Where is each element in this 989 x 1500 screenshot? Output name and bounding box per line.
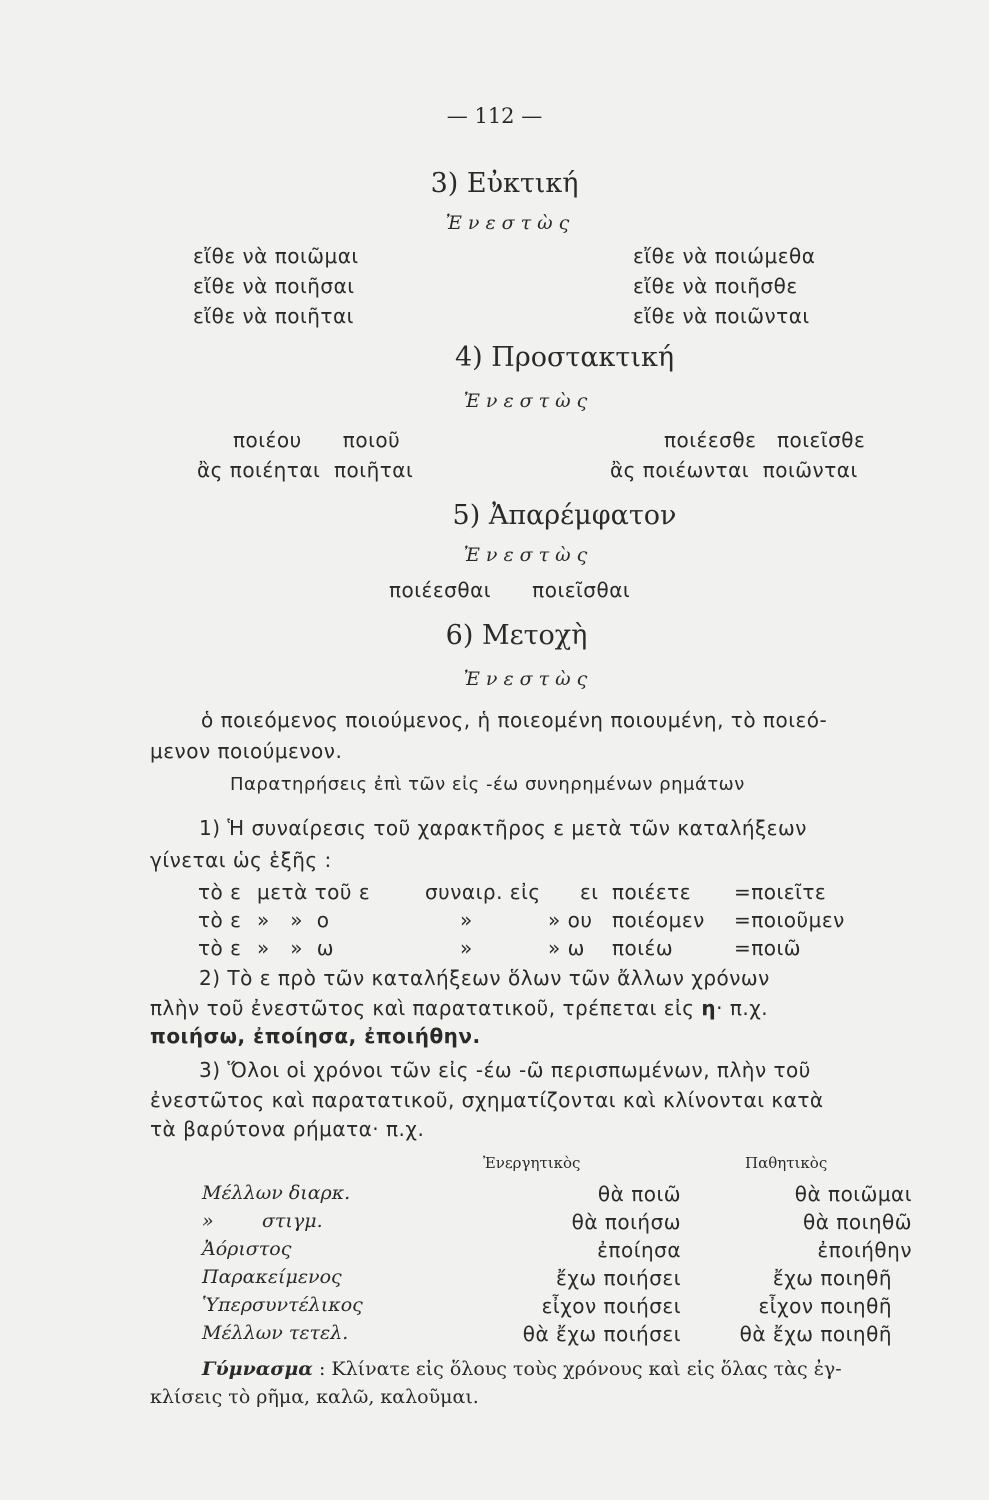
note3-line-2: ἐνεστῶτος καὶ παρατατικοῦ, σχηματίζονται καὶ κλίνονται κατὰ (150, 1088, 824, 1112)
optative-right-2: εἴθε νὰ ποιῆσθε (633, 274, 798, 298)
contraction-c: » (460, 908, 473, 932)
participle-subheading: Ἐνεστὼς (463, 668, 594, 690)
passive-form: θὰ ἔχω ποιηθῆ (739, 1322, 892, 1346)
tense-label: Μέλλων τετελ. (202, 1322, 349, 1344)
note2-example-marker: · π.χ. (716, 996, 769, 1020)
note1-line-2: γίνεται ὡς ἑξῆς : (150, 848, 332, 872)
exercise-text: : Κλίνατε εἰς ὅλους τοὺς χρόνους καὶ εἰς ὅλας τὰς ἐγ- (312, 1358, 842, 1380)
tense-label: » στιγμ. (202, 1210, 323, 1232)
note2-eta: η (701, 996, 717, 1020)
exercise-line-2: κλίσεις τὸ ρῆμα, καλῶ, καλοῦμαι. (150, 1386, 479, 1408)
active-form: ἔχω ποιήσει (556, 1266, 681, 1290)
contraction-b: μετὰ τοῦ ε (257, 880, 371, 904)
optative-left-1: εἴθε νὰ ποιῶμαι (193, 244, 359, 268)
active-column-header: Ἐνεργητικὸς (483, 1154, 581, 1172)
participle-heading: 6) Μετοχὴ (445, 620, 588, 651)
optative-left-3: εἴθε νὰ ποιῆται (193, 304, 354, 328)
page-number: — 112 — (446, 104, 543, 128)
active-form: ἐποίησα (597, 1238, 681, 1262)
note2-line-2-text: πλὴν τοῦ ἐνεστῶτος καὶ παρατατικοῦ, τρέπεται εἰς (150, 996, 702, 1020)
note3-line-3: τὰ βαρύτονα ρήματα· π.χ. (150, 1117, 425, 1141)
notes-title: Παρατηρήσεις ἐπὶ τῶν εἰς -έω συνηρημένων ρημάτων (230, 774, 745, 795)
contraction-f: =ποιοῦμεν (734, 908, 845, 932)
active-form: εἶχον ποιήσει (541, 1294, 681, 1318)
note2-line-2 (150, 996, 768, 1020)
tense-label: Ὑπερσυντέλικος (202, 1294, 363, 1316)
active-form: θὰ ἔχω ποιήσει (522, 1322, 681, 1346)
imperative-row1-right: ποιέεσθε ποιεῖσθε (664, 428, 866, 452)
passive-form: ἐποιήθην (817, 1238, 912, 1262)
contraction-a: τὸ ε (198, 936, 242, 960)
contraction-a: τὸ ε (198, 908, 242, 932)
contraction-d: » ω (548, 936, 585, 960)
tense-label: Ἀόριστος (202, 1238, 292, 1260)
imperative-row2-right: ἂς ποιέωνται ποιῶνται (610, 458, 858, 482)
exercise-label: Γύμνασμα (202, 1358, 313, 1380)
infinitive-forms: ποιέεσθαι ποιεῖσθαι (389, 578, 631, 602)
contraction-e: ποιέω (612, 936, 674, 960)
optative-right-1: εἴθε νὰ ποιώμεθα (633, 244, 816, 268)
contraction-e: ποιέετε (612, 880, 692, 904)
active-form: θὰ ποιήσω (571, 1210, 681, 1234)
optative-subheading: Ἐνεστὼς (445, 212, 576, 234)
participle-line-1: ὁ ποιεόμενος ποιούμενος, ἡ ποιεομένη ποιουμένη, τὸ ποιεό- (201, 708, 828, 732)
contraction-f: =ποιῶ (734, 936, 802, 960)
contraction-b: » » ο (257, 908, 330, 932)
contraction-a: τὸ ε (198, 880, 242, 904)
contraction-d: ει (580, 880, 599, 904)
imperative-heading: 4) Προστακτική (454, 342, 675, 373)
note2-line-1: 2) Τὸ ε πρὸ τῶν καταλήξεων ὅλων τῶν ἄλλων χρόνων (199, 966, 770, 990)
note3-line-1: 3) Ὅλοι οἱ χρόνοι τῶν εἰς -έω -ῶ περισπωμένων, πλὴν τοῦ (199, 1058, 811, 1082)
passive-column-header: Παθητικὸς (745, 1154, 828, 1172)
active-form: θὰ ποιῶ (597, 1182, 681, 1206)
contraction-b: » » ω (257, 936, 335, 960)
contraction-e: ποιέομεν (612, 908, 705, 932)
passive-form: εἶχον ποιηθῆ (758, 1294, 892, 1318)
note1-line-1: 1) Ἡ συναίρεσις τοῦ χαρακτῆρος ε μετὰ τῶν καταλήξεων (199, 816, 807, 840)
infinitive-heading: 5) Ἀπαρέμφατον (452, 500, 677, 531)
contraction-d: » ου (548, 908, 593, 932)
tense-label: Παρακείμενος (202, 1266, 342, 1288)
contraction-c: » (460, 936, 473, 960)
note2-line-3: ποιήσω, ἐποίησα, ἐποιήθην. (150, 1024, 481, 1048)
contraction-f: =ποιεῖτε (734, 880, 827, 904)
imperative-subheading: Ἐνεστὼς (463, 390, 594, 412)
passive-form: ἔχω ποιηθῆ (772, 1266, 892, 1290)
contraction-c: συναιρ. εἰς (425, 880, 541, 904)
optative-left-2: εἴθε νὰ ποιῆσαι (193, 274, 355, 298)
exercise-line-1 (202, 1358, 842, 1380)
passive-form: θὰ ποιῶμαι (794, 1182, 912, 1206)
participle-line-2: μενον ποιούμενον. (150, 739, 343, 763)
imperative-row2-left: ἂς ποιέηται ποιῆται (197, 458, 414, 482)
infinitive-subheading: Ἐνεστὼς (463, 544, 594, 566)
optative-right-3: εἴθε νὰ ποιῶνται (633, 304, 810, 328)
tense-label: Μέλλων διαρκ. (202, 1182, 351, 1204)
optative-heading: 3) Εὐκτική (430, 168, 579, 199)
passive-form: θὰ ποιηθῶ (803, 1210, 912, 1234)
imperative-row1-left: ποιέου ποιοῦ (233, 428, 401, 452)
